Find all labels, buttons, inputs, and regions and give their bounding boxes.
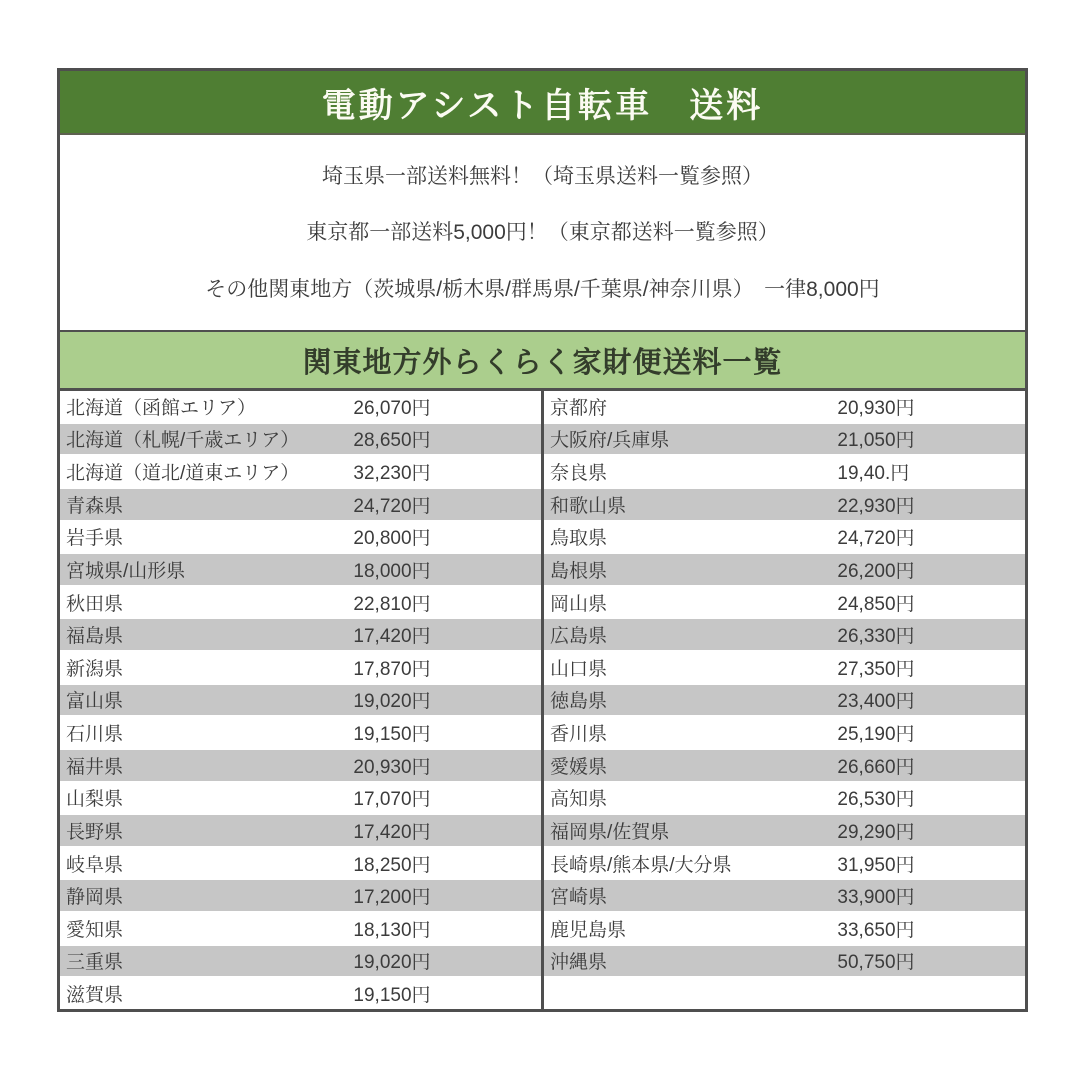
table-row bbox=[60, 489, 541, 522]
table-row bbox=[544, 652, 1025, 685]
table-row bbox=[60, 424, 541, 457]
table-row bbox=[544, 587, 1025, 620]
prefecture-cell: 北海道（札幌/千歳エリア） bbox=[66, 430, 300, 452]
table-row bbox=[544, 619, 1025, 652]
prefecture-cell: 長崎県/熊本県/大分県 bbox=[550, 854, 732, 876]
prefecture-cell: 青森県 bbox=[66, 495, 124, 517]
price-cell: 23,400円 bbox=[837, 691, 915, 713]
table-row bbox=[60, 946, 541, 979]
prefecture-cell: 新潟県 bbox=[66, 658, 124, 680]
price-cell: 24,720円 bbox=[353, 495, 431, 517]
prefecture-cell: 奈良県 bbox=[550, 463, 608, 485]
fee-table-left-column bbox=[60, 391, 541, 1009]
price-cell: 17,070円 bbox=[353, 789, 431, 811]
price-cell: 19,020円 bbox=[353, 691, 431, 713]
table-row bbox=[544, 815, 1025, 848]
table-row bbox=[60, 456, 541, 489]
price-cell: 33,900円 bbox=[837, 887, 915, 909]
price-cell: 20,930円 bbox=[837, 397, 915, 419]
prefecture-cell: 福島県 bbox=[66, 626, 124, 648]
table-row bbox=[60, 815, 541, 848]
table-row bbox=[60, 391, 541, 424]
price-cell: 19,150円 bbox=[353, 724, 431, 746]
table-row bbox=[544, 424, 1025, 457]
table-row bbox=[544, 456, 1025, 489]
prefecture-cell: 富山県 bbox=[66, 691, 124, 713]
price-cell: 24,850円 bbox=[837, 593, 915, 615]
table-row bbox=[60, 978, 541, 1009]
price-cell: 17,420円 bbox=[353, 626, 431, 648]
page-title: 電動アシスト自転車 送料 bbox=[321, 86, 764, 125]
table-row bbox=[544, 880, 1025, 913]
note-saitama: 埼玉県一部送料無料！（埼玉県送料一覧参照） bbox=[322, 165, 763, 189]
table-row bbox=[544, 685, 1025, 718]
prefecture-cell: 京都府 bbox=[550, 397, 608, 419]
price-cell: 26,330円 bbox=[837, 626, 915, 648]
prefecture-cell: 山梨県 bbox=[66, 789, 124, 811]
table-row bbox=[60, 848, 541, 881]
price-cell: 26,530円 bbox=[837, 789, 915, 811]
price-cell: 19,150円 bbox=[353, 985, 431, 1007]
shipping-flyer bbox=[57, 68, 1028, 1012]
price-cell: 18,000円 bbox=[353, 560, 431, 582]
prefecture-cell: 福岡県/佐賀県 bbox=[550, 821, 670, 843]
table-row bbox=[544, 783, 1025, 816]
prefecture-cell: 山口県 bbox=[550, 658, 608, 680]
table-row bbox=[60, 685, 541, 718]
prefecture-cell: 沖縄県 bbox=[550, 952, 608, 974]
price-cell: 26,660円 bbox=[837, 756, 915, 778]
price-cell: 28,650円 bbox=[353, 430, 431, 452]
price-cell: 18,130円 bbox=[353, 919, 431, 941]
table-row bbox=[60, 880, 541, 913]
prefecture-cell: 岐阜県 bbox=[66, 854, 124, 876]
table-row bbox=[544, 978, 1025, 1009]
table-row bbox=[60, 783, 541, 816]
prefecture-cell: 宮城県/山形県 bbox=[66, 560, 186, 582]
table-row bbox=[60, 913, 541, 946]
prefecture-cell: 広島県 bbox=[550, 626, 608, 648]
table-row bbox=[60, 652, 541, 685]
price-cell: 29,290円 bbox=[837, 821, 915, 843]
table-row bbox=[60, 750, 541, 783]
price-cell: 17,870円 bbox=[353, 658, 431, 680]
table-row bbox=[544, 750, 1025, 783]
prefecture-cell: 鳥取県 bbox=[550, 528, 608, 550]
table-row bbox=[544, 913, 1025, 946]
prefecture-cell: 静岡県 bbox=[66, 887, 124, 909]
price-cell: 31,950円 bbox=[837, 854, 915, 876]
table-title-bar bbox=[60, 330, 1025, 391]
table-row bbox=[544, 946, 1025, 979]
price-cell: 21,050円 bbox=[837, 430, 915, 452]
table-row bbox=[60, 554, 541, 587]
table-row bbox=[60, 522, 541, 555]
table-title: 関東地方外らくらく家財便送料一覧 bbox=[302, 346, 783, 379]
prefecture-cell: 秋田県 bbox=[66, 593, 124, 615]
prefecture-cell: 和歌山県 bbox=[550, 495, 627, 517]
table-row bbox=[544, 489, 1025, 522]
prefecture-cell: 北海道（函館エリア） bbox=[66, 397, 257, 419]
price-cell: 25,190円 bbox=[837, 724, 915, 746]
shipping-fee-table bbox=[60, 391, 1025, 1009]
prefecture-cell: 岩手県 bbox=[66, 528, 124, 550]
price-cell: 24,720円 bbox=[837, 528, 915, 550]
note-other-kanto: その他関東地方（茨城県/栃木県/群馬県/千葉県/神奈川県） 一律8,000円 bbox=[205, 277, 880, 301]
prefecture-cell: 徳島県 bbox=[550, 691, 608, 713]
price-cell: 22,930円 bbox=[837, 495, 915, 517]
price-cell: 17,420円 bbox=[353, 821, 431, 843]
table-row bbox=[544, 848, 1025, 881]
prefecture-cell: 愛媛県 bbox=[550, 756, 608, 778]
prefecture-cell: 岡山県 bbox=[550, 593, 608, 615]
price-cell: 26,200円 bbox=[837, 560, 915, 582]
price-cell: 32,230円 bbox=[353, 463, 431, 485]
prefecture-cell: 宮崎県 bbox=[550, 887, 608, 909]
price-cell: 33,650円 bbox=[837, 919, 915, 941]
table-row bbox=[544, 522, 1025, 555]
prefecture-cell: 三重県 bbox=[66, 952, 124, 974]
table-row bbox=[60, 717, 541, 750]
prefecture-cell: 高知県 bbox=[550, 789, 608, 811]
price-cell: 19,40.円 bbox=[837, 463, 910, 485]
prefecture-cell: 大阪府/兵庫県 bbox=[550, 430, 670, 452]
table-row bbox=[544, 717, 1025, 750]
prefecture-cell: 石川県 bbox=[66, 724, 124, 746]
price-cell: 19,020円 bbox=[353, 952, 431, 974]
flyer-title-bar bbox=[60, 71, 1025, 135]
price-cell: 22,810円 bbox=[353, 593, 431, 615]
price-cell: 20,800円 bbox=[353, 528, 431, 550]
price-cell: 18,250円 bbox=[353, 854, 431, 876]
table-row bbox=[60, 587, 541, 620]
price-cell: 50,750円 bbox=[837, 952, 915, 974]
table-row bbox=[544, 554, 1025, 587]
table-row bbox=[60, 619, 541, 652]
fee-table-right-column bbox=[544, 391, 1025, 1009]
shipping-notes bbox=[60, 135, 1025, 330]
prefecture-cell: 愛知県 bbox=[66, 919, 124, 941]
prefecture-cell: 福井県 bbox=[66, 756, 124, 778]
prefecture-cell: 北海道（道北/道東エリア） bbox=[66, 463, 300, 485]
table-row bbox=[544, 391, 1025, 424]
prefecture-cell: 長野県 bbox=[66, 821, 124, 843]
prefecture-cell: 滋賀県 bbox=[66, 985, 124, 1007]
price-cell: 27,350円 bbox=[837, 658, 915, 680]
prefecture-cell: 島根県 bbox=[550, 560, 608, 582]
prefecture-cell: 香川県 bbox=[550, 724, 608, 746]
note-tokyo: 東京都一部送料5,000円！（東京都送料一覧参照） bbox=[306, 221, 779, 245]
price-cell: 20,930円 bbox=[353, 756, 431, 778]
price-cell: 17,200円 bbox=[353, 887, 431, 909]
price-cell: 26,070円 bbox=[353, 397, 431, 419]
prefecture-cell: 鹿児島県 bbox=[550, 919, 627, 941]
